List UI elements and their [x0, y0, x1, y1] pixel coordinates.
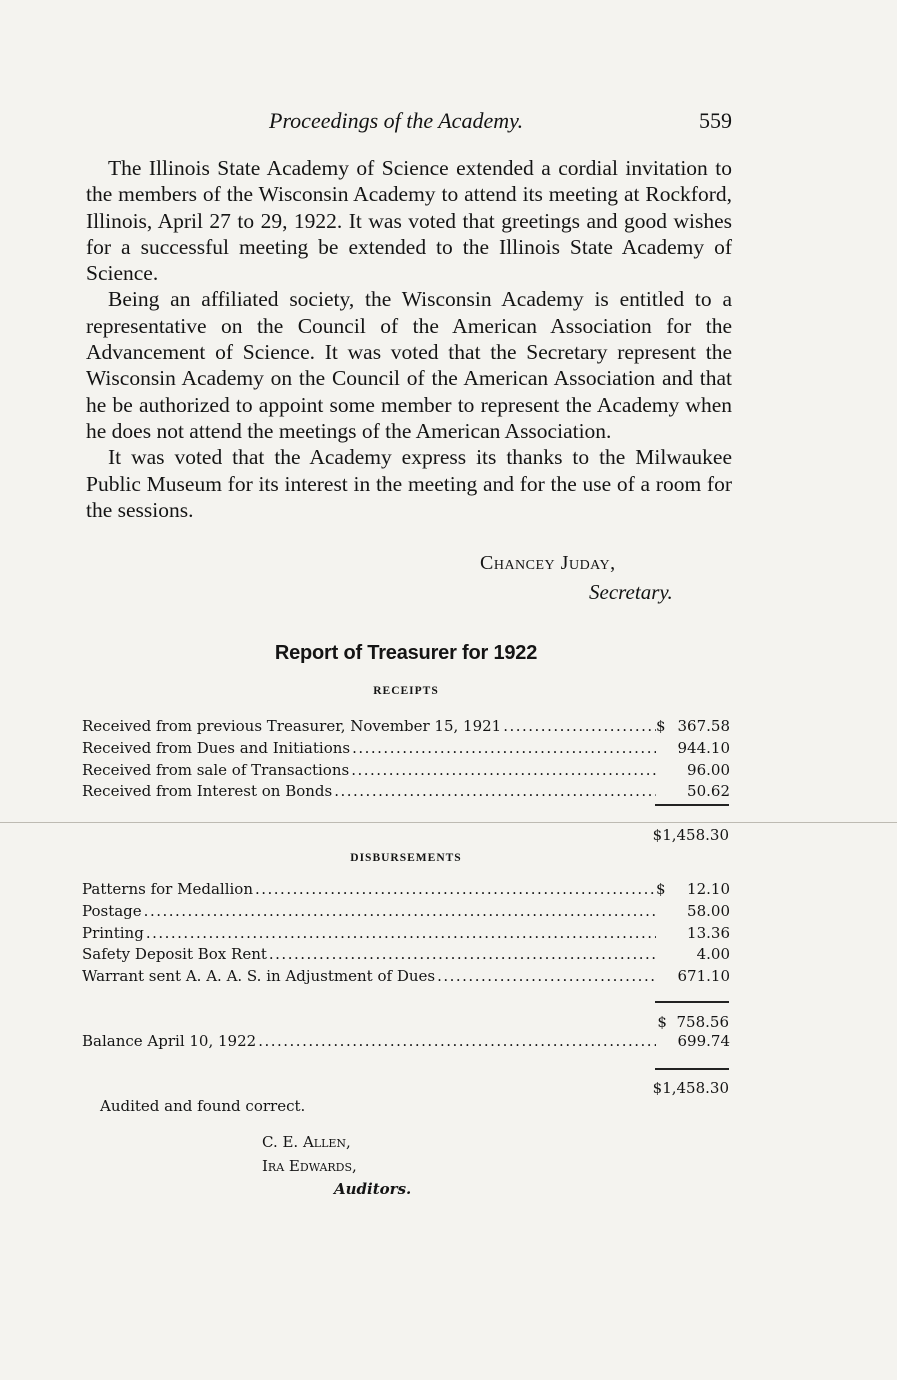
ledger-label: Received from Dues and Initiations — [82, 738, 351, 757]
ledger-row — [82, 945, 730, 967]
dot-leader — [269, 945, 656, 963]
ledger-row — [82, 902, 730, 924]
ledger-label: Received from previous Treasurer, November 15, 1921 — [82, 717, 502, 735]
audit-note: Audited and found correct. — [100, 1097, 306, 1115]
ledger-row — [82, 880, 730, 902]
balance-ledger — [82, 1032, 730, 1054]
sum-rule — [655, 1068, 729, 1070]
ledger-row — [82, 924, 730, 946]
ledger-row — [82, 739, 730, 761]
auditor-name: Ira Edwards, — [262, 1157, 357, 1175]
minutes-text — [86, 155, 732, 523]
receipts-total: $1,458.30 — [652, 826, 729, 844]
currency-sign: $ — [656, 880, 666, 898]
ledger-amount: 671.10 — [677, 967, 730, 986]
disbursements-heading: DISBURSEMENTS — [350, 852, 462, 864]
ledger-label: Postage — [82, 901, 142, 920]
secretary-name: Chancey Juday, — [480, 552, 616, 574]
ledger-label: Received from Interest on Bonds — [82, 782, 333, 801]
ledger-label: Warrant sent A. A. A. S. in Adjustment of Dues — [82, 967, 436, 986]
auditor-name: C. E. Allen, — [262, 1133, 351, 1151]
dot-leader — [503, 717, 656, 735]
ledger-label: Balance April 10, 1922 — [82, 1032, 257, 1050]
ledger-amount: 699.74 — [677, 1032, 730, 1050]
ledger-label: Printing — [82, 923, 144, 942]
paragraph-thanks-museum: It was voted that the Academy express its thanks to the Milwaukee Public Museum for its interest in the meeting and for the use of a room for the sessions. — [86, 445, 732, 522]
ledger-amount: 12.10 — [687, 880, 730, 898]
receipts-ledger — [82, 717, 730, 804]
ledger-label: Patterns for Medallion — [82, 880, 253, 898]
paragraph-illinois-invitation: The Illinois State Academy of Science extended a cordial invitation to the members of the Wisconsin Academy to attend its meeting at Rockford, Illinois, April 27 to 29, 1922. It was voted that greetings and good wishes for a successful meeting be extended to the Illinois State Academy of Science. — [86, 156, 732, 286]
paragraph-affiliated-society: Being an affiliated society, the Wisconsin Academy is entitled to a representative on the Council of the American Association for the Advancement of Science. It was voted that the Secretary represent the Wisconsin Academy on the Council of the American Association and that he be authorized to appoint some member to represent the Academy when he does not attend the meetings of the American Association. — [86, 287, 732, 443]
sum-rule — [655, 804, 729, 806]
dot-leader — [258, 1032, 656, 1050]
disbursements-total: $ 758.56 — [657, 1013, 729, 1031]
dot-leader — [144, 902, 656, 920]
disbursements-ledger — [82, 880, 730, 989]
ledger-amount: 4.00 — [696, 945, 730, 964]
ledger-row — [82, 967, 730, 989]
ledger-amount: 13.36 — [687, 923, 730, 942]
auditors-title: Auditors. — [334, 1180, 412, 1198]
dot-leader — [352, 739, 656, 757]
currency-sign: $ — [656, 717, 666, 735]
running-head — [86, 108, 732, 138]
ledger-amount: 944.10 — [677, 738, 730, 757]
ledger-row — [82, 1032, 730, 1054]
ledger-row — [82, 761, 730, 783]
report-title: Report of Treasurer for 1922 — [274, 642, 538, 664]
page-number: 559 — [699, 108, 732, 133]
ledger-amount: 96.00 — [687, 760, 730, 779]
running-head-title: Proceedings of the Academy. — [269, 108, 524, 133]
ledger-amount: 367.58 — [677, 717, 730, 735]
dot-leader — [437, 967, 656, 985]
dot-leader — [334, 782, 656, 800]
ledger-amount: 58.00 — [687, 901, 730, 920]
receipts-heading: RECEIPTS — [373, 685, 439, 697]
dot-leader — [146, 924, 656, 942]
ledger-label: Received from sale of Transactions — [82, 760, 350, 779]
ledger-amount: 50.62 — [687, 782, 730, 801]
ledger-row — [82, 782, 730, 804]
dot-leader — [351, 761, 656, 779]
ledger-row — [82, 717, 730, 739]
secretary-title: Secretary. — [589, 580, 673, 604]
sum-rule — [655, 1001, 729, 1003]
ledger-label: Safety Deposit Box Rent — [82, 945, 267, 964]
dot-leader — [255, 880, 656, 898]
grand-total: $1,458.30 — [652, 1079, 729, 1097]
page-fold-line — [0, 822, 897, 823]
